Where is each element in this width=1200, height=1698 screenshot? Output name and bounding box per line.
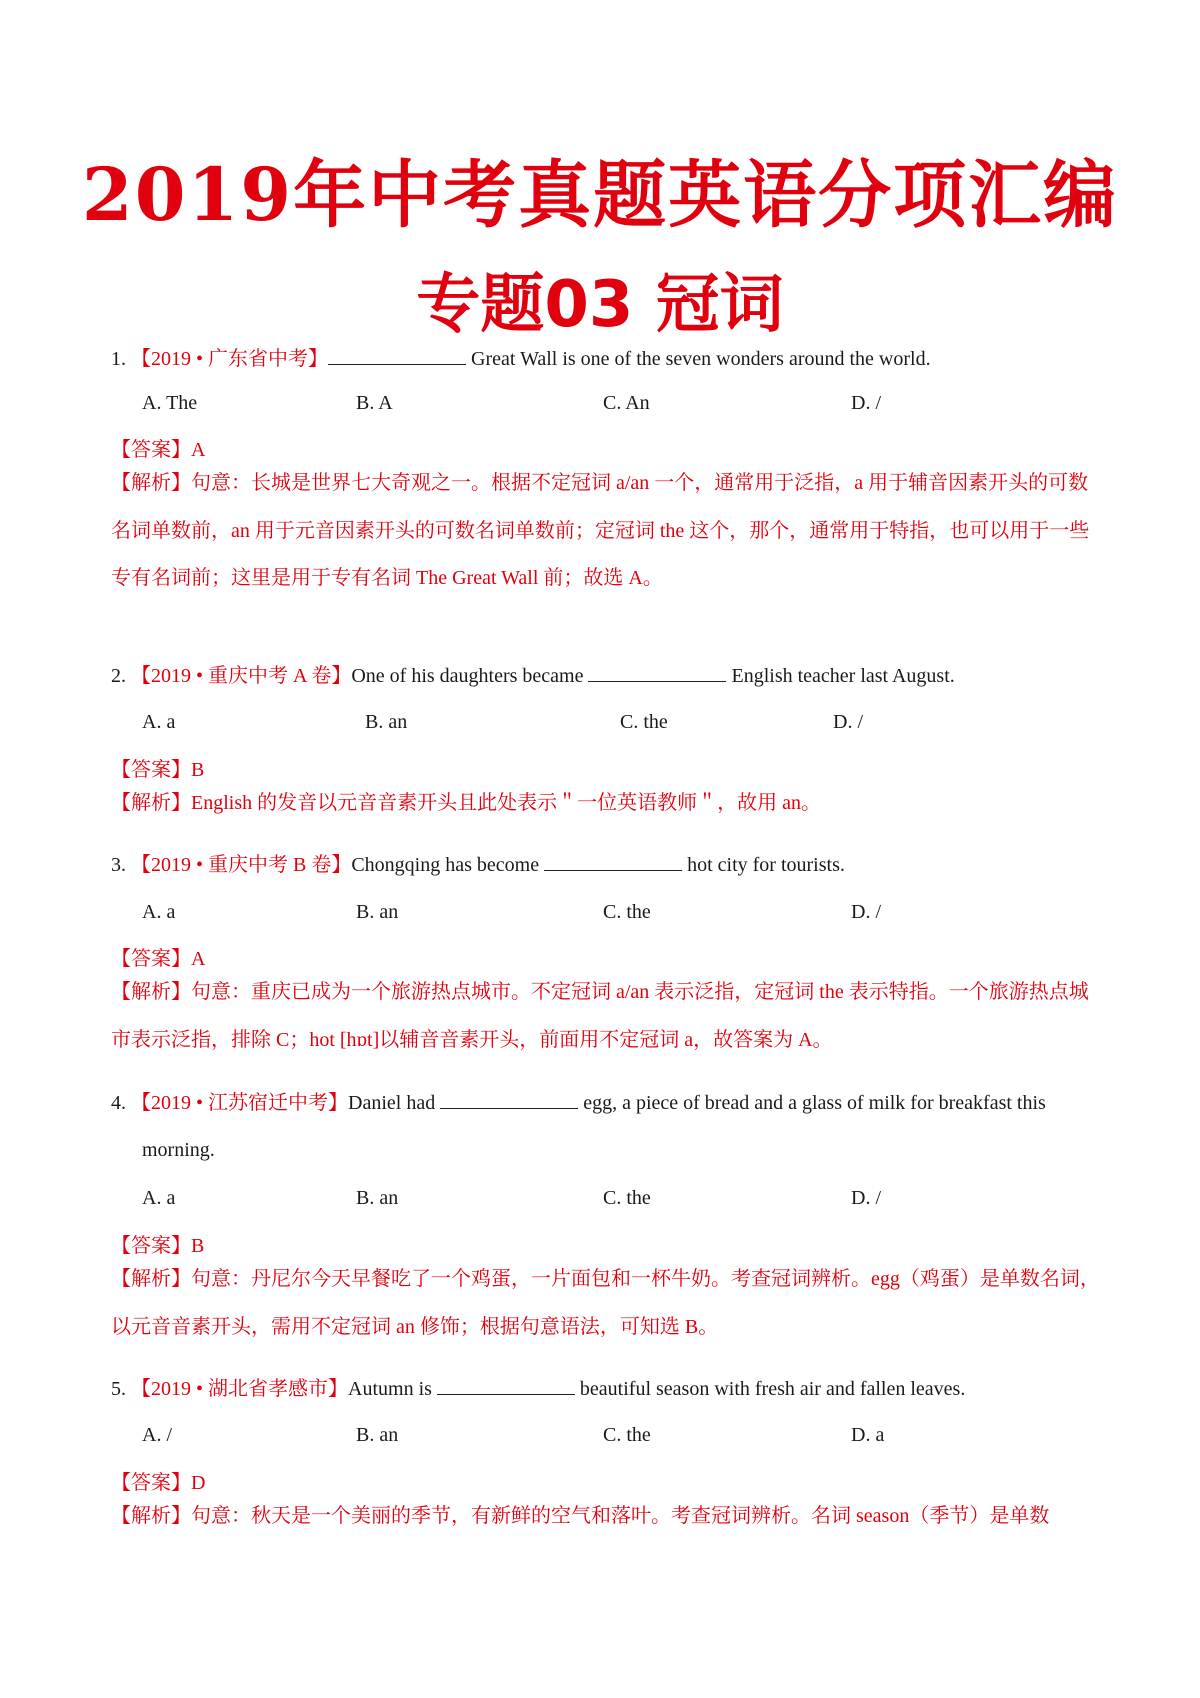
option-b: B. A [356,392,393,414]
explanation: 【解析】句意：重庆已成为一个旅游热点城市。不定冠词 a/an 表示泛指，定冠词 the 表示特指。一个旅游热点城市表示泛指，排除 C；hot [hɒt]以辅音音素开头，前面用不定冠词 a，故答案为 A。 [111,981,1089,1051]
option-c: C. the [603,901,651,923]
answer-blank [437,1374,575,1395]
question-stem [111,344,931,373]
question-text: egg, a piece of bread and a glass of milk for breakfast this [583,1092,1046,1114]
option-b: B. an [356,1187,399,1209]
option-c: C. the [620,711,668,733]
option-a: A. a [142,1187,176,1209]
answer-label: 【答案】B [111,759,205,781]
explanation: 【解析】句意：丹尼尔今天早餐吃了一个鸡蛋，一片面包和一杯牛奶。考查冠词辨析。egg（鸡蛋）是单数名词，以元音音素开头，需用不定冠词 an 修饰；根据句意语法，可知选 B。 [111,1268,1100,1338]
question-source: 【2019 • 重庆中考 B 卷】 [131,854,352,876]
page-title: 2019年中考真题英语分项汇编 [81,152,1119,238]
question-source: 【2019 • 江苏宿迁中考】 [131,1092,349,1114]
question-number: 3. [111,854,126,876]
option-a: A. a [142,901,176,923]
answer-blank [440,1088,578,1109]
question-text: Daniel had [348,1092,436,1114]
option-d: D. / [851,901,881,923]
answer-label: 【答案】B [111,1235,205,1257]
question-text: English teacher last August. [731,665,955,687]
option-b: B. an [356,1424,399,1446]
question-stem [111,1374,965,1403]
question-source: 【2019 • 湖北省孝感市】 [131,1378,349,1400]
question-stem [111,661,955,690]
option-d: D. a [851,1424,885,1446]
explanation: 【解析】句意：长城是世界七大奇观之一。根据不定冠词 a/an 一个，通常用于泛指，a 用于辅音因素开头的可数名词单数前，an 用于元音因素开头的可数名词单数前；定冠词 the 这个，那个，通常用于特指，也可以用于一些专有名词前；这里是用于专有名词 The Great Wall 前；故选 A。 [111,472,1090,589]
question-text: Autumn is [348,1378,432,1400]
question-text-continued: morning. [142,1139,215,1161]
option-a: A. a [142,711,176,733]
page-subtitle: 专题03 冠词 [416,268,784,342]
question-text: Great Wall is one of the seven wonders around the world. [471,348,931,370]
option-b: B. an [365,711,408,733]
option-c: C. An [603,392,650,414]
explanation: 【解析】English 的发音以元音音素开头且此处表示＂一位英语教师＂，故用 an。 [111,792,821,814]
answer-label: 【答案】D [111,1472,206,1494]
explanation: 【解析】句意：秋天是一个美丽的季节，有新鲜的空气和落叶。考查冠词辨析。名词 season（季节）是单数 [111,1505,1050,1527]
option-a: A. / [142,1424,172,1446]
question-text: hot city for tourists. [687,854,845,876]
option-d: D. / [833,711,863,733]
question-stem [111,850,845,879]
answer-label: 【答案】A [111,439,206,461]
answer-blank [588,661,726,682]
answer-blank [328,344,466,365]
answer-label: 【答案】A [111,948,206,970]
question-source: 【2019 • 重庆中考 A 卷】 [131,665,352,687]
question-text: Chongqing has become [351,854,540,876]
option-c: C. the [603,1424,651,1446]
question-text: beautiful season with fresh air and fallen leaves. [579,1378,966,1400]
option-d: D. / [851,392,881,414]
question-stem [111,1088,1046,1117]
answer-blank [544,850,682,871]
question-number: 4. [111,1092,126,1114]
option-c: C. the [603,1187,651,1209]
question-number: 1. [111,348,126,370]
option-b: B. an [356,901,399,923]
question-number: 2. [111,665,126,687]
option-d: D. / [851,1187,881,1209]
option-a: A. The [142,392,198,414]
question-number: 5. [111,1378,126,1400]
question-text: One of his daughters became [351,665,584,687]
question-source: 【2019 • 广东省中考】 [131,348,329,370]
